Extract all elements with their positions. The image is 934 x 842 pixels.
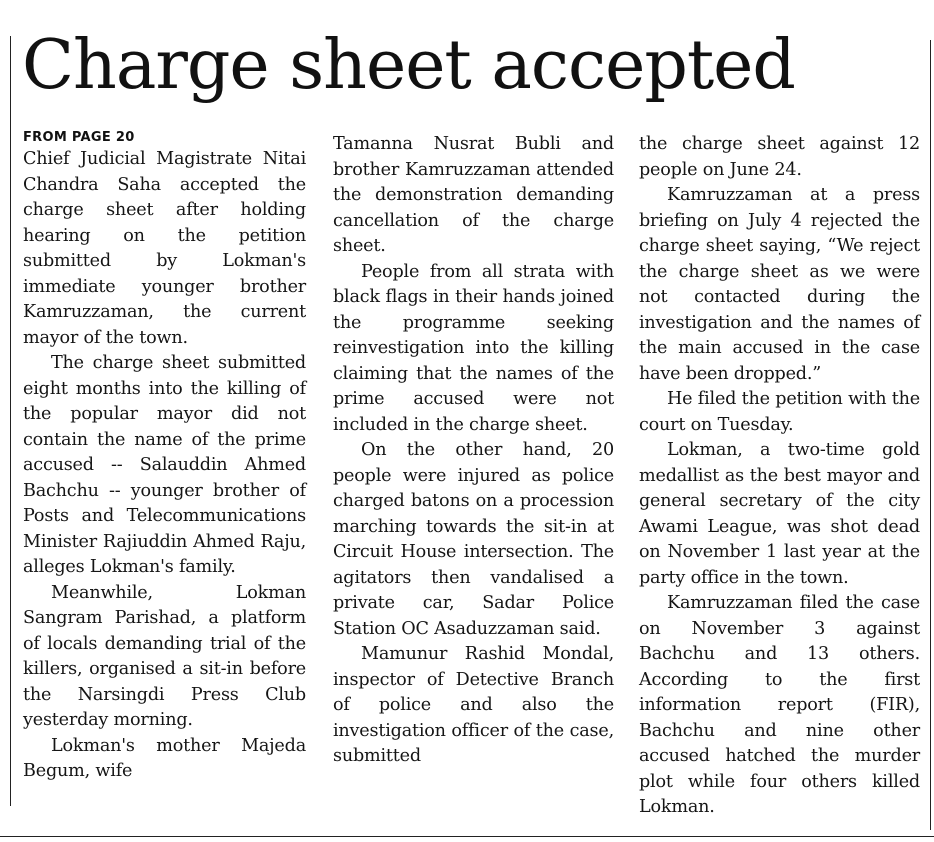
paragraph: Meanwhile, Lokman Sangram Parishad, a platform of locals demanding trial of the killers, organised a sit-in before the Narsingdi Press Club yesterday morning. xyxy=(23,582,306,730)
article-column-3 xyxy=(639,132,920,821)
paragraph: Lokman's mother Majeda Begum, wife xyxy=(23,735,306,781)
paragraph: the charge sheet against 12 people on June 24. xyxy=(639,134,920,180)
article-column-1 xyxy=(23,130,306,785)
right-column-rule xyxy=(930,40,931,830)
paragraph: Chief Judicial Magistrate Nitai Chandra Saha accepted the charge sheet after holding hearing on the petition submitted by Lokman's immediate younger brother Kamruzzaman, the current mayor of the town. xyxy=(23,149,306,348)
paragraph: Mamunur Rashid Mondal, inspector of Detective Branch of police and also the investigation officer of the case, submitted xyxy=(333,644,614,766)
paragraph: People from all strata with black flags in their hands joined the programme seeking reinvestigation into the killing claiming that the names of the prime accused were not included in the charge sheet. xyxy=(333,261,614,435)
paragraph: The charge sheet submitted eight months into the killing of the popular mayor did not contain the name of the prime accused -- Salauddin Ahmed Bachchu -- younger brother of Posts and Telecommunications Minister Rajiuddin Ahmed Raju, alleges Lokman's family. xyxy=(23,353,306,577)
paragraph: Kamruzzaman at a press briefing on July 4 rejected the charge sheet saying, “We reject the charge sheet as we were not contacted during the investigation and the names of the main accused in the case have been dropped.” xyxy=(639,185,920,384)
paragraph: He filed the petition with the court on Tuesday. xyxy=(639,389,920,435)
paragraph: Kamruzzaman filed the case on November 3 against Bachchu and 13 others. According to the first information report (FIR), Bachchu and nine other accused hatched the murder plot while four others killed Lokman. xyxy=(639,593,920,817)
paragraph: On the other hand, 20 people were injured as police charged batons on a procession marching towards the sit-in at Circuit House intersection. The agitators then vandalised a private car, Sadar Police Station OC Asaduzzaman said. xyxy=(333,440,614,639)
paragraph: Lokman, a two-time gold medallist as the best mayor and general secretary of the city Awami League, was shot dead on November 1 last year at the party office in the town. xyxy=(639,440,920,588)
jumpline: FROM PAGE 20 xyxy=(23,130,135,145)
headline: Charge sheet accepted xyxy=(22,26,795,105)
bottom-rule xyxy=(0,836,934,837)
paragraph: Tamanna Nusrat Bubli and brother Kamruzzaman attended the demonstration demanding cancellation of the charge sheet. xyxy=(333,134,614,256)
article-column-2 xyxy=(333,132,614,770)
left-column-rule xyxy=(10,36,11,806)
